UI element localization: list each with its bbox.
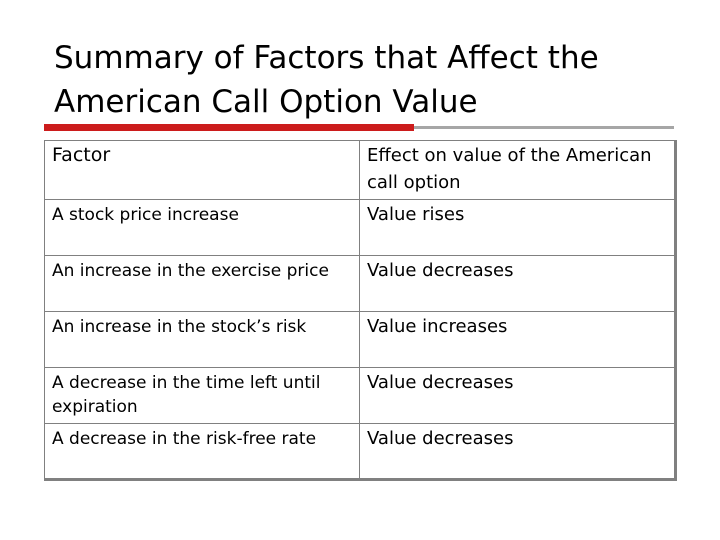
factor-cell: An increase in the stock’s risk	[45, 312, 360, 368]
factor-cell: An increase in the exercise price	[45, 256, 360, 312]
title-underline	[44, 124, 674, 131]
header-effect: Effect on value of the American call option	[360, 141, 676, 200]
factor-cell: A decrease in the time left until expiration	[45, 368, 360, 424]
table-row	[45, 200, 676, 256]
effect-cell: Value rises	[360, 200, 676, 256]
title-line-2: American Call Option Value	[54, 84, 478, 120]
header-factor: Factor	[45, 141, 360, 200]
effect-cell: Value decreases	[360, 424, 676, 480]
title-underline-accent	[44, 124, 414, 131]
table-header-row	[45, 141, 676, 200]
table-row	[45, 424, 676, 480]
table-row	[45, 368, 676, 424]
factor-cell: A stock price increase	[45, 200, 360, 256]
slide-title	[54, 36, 694, 124]
effect-cell: Value decreases	[360, 256, 676, 312]
factor-cell: A decrease in the risk-free rate	[45, 424, 360, 480]
factors-table	[44, 140, 677, 481]
title-underline-thin	[414, 126, 674, 129]
effect-cell: Value increases	[360, 312, 676, 368]
table-row	[45, 312, 676, 368]
title-line-1: Summary of Factors that Affect the	[54, 40, 599, 76]
effect-cell: Value decreases	[360, 368, 676, 424]
table-row	[45, 256, 676, 312]
